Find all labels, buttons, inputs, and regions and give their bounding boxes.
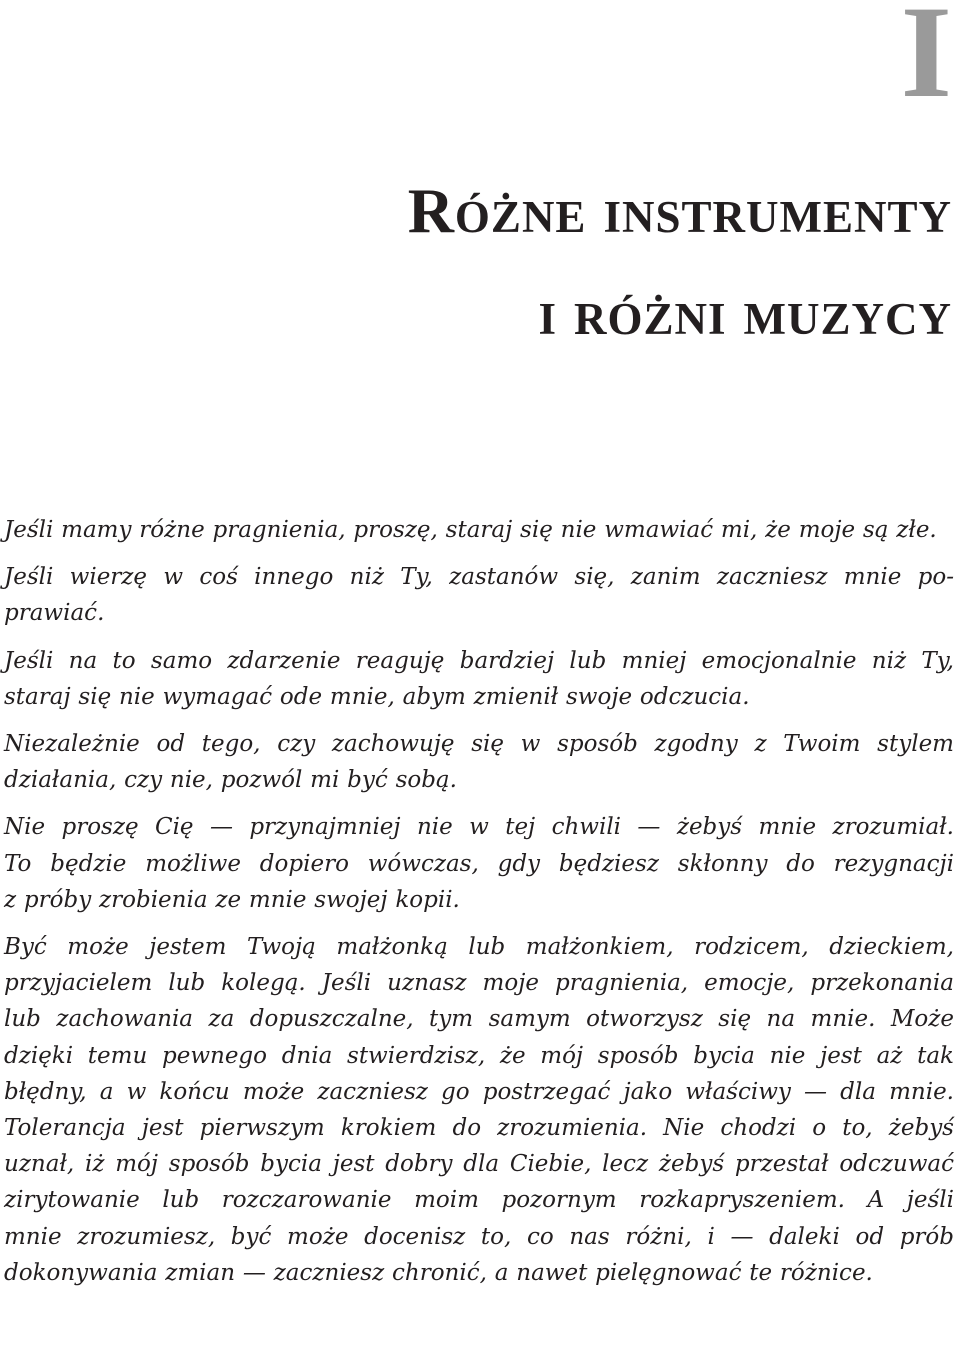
text-line: Jeśli na to samo zdarzenie reaguję bardziej lub mniej emocjonalnie niż Ty,	[4, 647, 954, 674]
text-line: dokonywania zmian — zaczniesz chronić, a nawet pielęgnować te różnice.	[4, 1259, 873, 1286]
paragraph-2	[4, 559, 954, 631]
text-line: Jeśli wierzę w coś innego niż Ty, zastanów się, zanim zaczniesz mnie po-	[4, 564, 954, 591]
chapter-title	[408, 160, 952, 364]
body-text	[4, 512, 954, 1302]
text-line: staraj się nie wymagać ode mnie, abym zmienił swoje odczucia.	[4, 683, 750, 710]
text-line: Jeśli mamy różne pragnienia, proszę, staraj się nie wmawiać mi, że moje są złe.	[4, 517, 937, 543]
text-line: błędny, a w końcu może zaczniesz go postrzegać jako właściwy — dla mnie.	[4, 1078, 954, 1105]
text-line: mnie zrozumiesz, być może docenisz to, co nas różni, i — daleki od prób	[4, 1223, 954, 1250]
chapter-number: I	[900, 0, 952, 125]
paragraph-5	[4, 809, 954, 918]
text-line: lub zachowania za dopuszczalne, tym samym otworzysz się na mnie. Może	[4, 1006, 954, 1033]
text-line: uznał, iż mój sposób bycia jest dobry dla Ciebie, lecz żebyś przestał odczuwać	[4, 1151, 954, 1178]
text-line: zirytowanie lub rozczarowanie moim pozornym rozkapryszeniem. A jeśli	[4, 1187, 954, 1214]
text-line: Być może jestem Twoją małżonką lub małżonkiem, rodzicem, dzieckiem,	[4, 934, 954, 961]
text-line: To będzie możliwe dopiero wówczas, gdy będziesz skłonny do rezygnacji	[4, 850, 954, 877]
paragraph-6	[4, 929, 954, 1291]
chapter-title-line-1: Różne instrumenty	[407, 175, 952, 246]
text-line: działania, czy nie, pozwól mi być sobą.	[4, 767, 457, 794]
text-line: Nie proszę Cię — przynajmniej nie w tej chwili — żebyś mnie zrozumiał.	[4, 814, 954, 841]
text-line: z próby zrobienia ze mnie swojej kopii.	[4, 886, 460, 913]
text-line: Niezależnie od tego, czy zachowuję się w sposób zgodny z Twoim stylem	[4, 731, 954, 758]
paragraph-1	[4, 512, 954, 548]
text-line: prawiać.	[4, 600, 105, 627]
paragraph-3	[4, 643, 954, 715]
text-line: Tolerancja jest pierwszym krokiem do zrozumienia. Nie chodzi o to, żebyś	[4, 1115, 954, 1142]
paragraph-4	[4, 726, 954, 798]
text-line: dzięki temu pewnego dnia stwierdzisz, że mój sposób bycia nie jest aż tak	[4, 1042, 954, 1069]
text-line: przyjacielem lub kolegą. Jeśli uznasz moje pragnienia, emocje, przekonania	[4, 970, 954, 997]
chapter-title-line-2: i różni muzycy	[538, 277, 952, 348]
